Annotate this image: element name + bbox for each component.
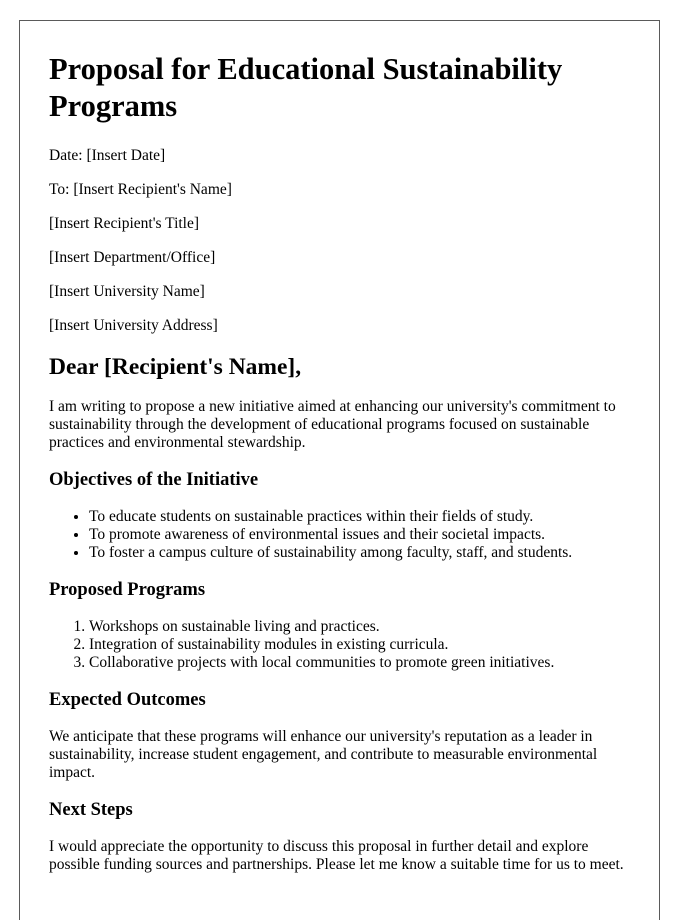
recipient-title-line: [Insert Recipient's Title]	[49, 215, 200, 232]
salutation: Dear [Recipient's Name],	[49, 354, 302, 380]
programs-list	[49, 618, 630, 672]
objectives-heading: Objectives of the Initiative	[49, 470, 259, 490]
letter-page	[19, 20, 660, 920]
document-title: Proposal for Educational Sustainability Programs	[49, 52, 563, 123]
date-line: Date: [Insert Date]	[49, 147, 166, 164]
outcomes-heading: Expected Outcomes	[49, 690, 206, 710]
department-line: [Insert Department/Office]	[49, 249, 216, 266]
objectives-list	[49, 508, 630, 562]
university-address-line: [Insert University Address]	[49, 317, 218, 334]
next-steps-heading: Next Steps	[49, 800, 133, 820]
university-name-line: [Insert University Name]	[49, 283, 205, 300]
list-item: • To educate students on sustainable practices within their fields of study.	[89, 508, 630, 526]
next-steps-paragraph: I would appreciate the opportunity to discuss this proposal in further detail and explore possible funding sources and partnerships. Please let me know a suitable time for us to meet.	[49, 838, 624, 873]
programs-heading: Proposed Programs	[49, 580, 206, 600]
list-item: • To foster a campus culture of sustainability among faculty, staff, and students.	[89, 544, 630, 562]
recipient-name-line: To: [Insert Recipient's Name]	[49, 181, 232, 198]
list-item: 2. Integration of sustainability modules in existing curricula.	[89, 636, 630, 654]
intro-paragraph: I am writing to propose a new initiative aimed at enhancing our university's commitment to sustainability through the development of educational programs focused on sustainable practices and environmental stewardship.	[49, 398, 616, 451]
list-item: 1. Workshops on sustainable living and practices.	[89, 618, 630, 636]
list-item: 3. Collaborative projects with local communities to promote green initiatives.	[89, 654, 630, 672]
list-item: • To promote awareness of environmental issues and their societal impacts.	[89, 526, 630, 544]
outcomes-paragraph: We anticipate that these programs will enhance our university's reputation as a leader in sustainability, increase student engagement, and contribute to measurable environmental impact.	[49, 728, 598, 781]
